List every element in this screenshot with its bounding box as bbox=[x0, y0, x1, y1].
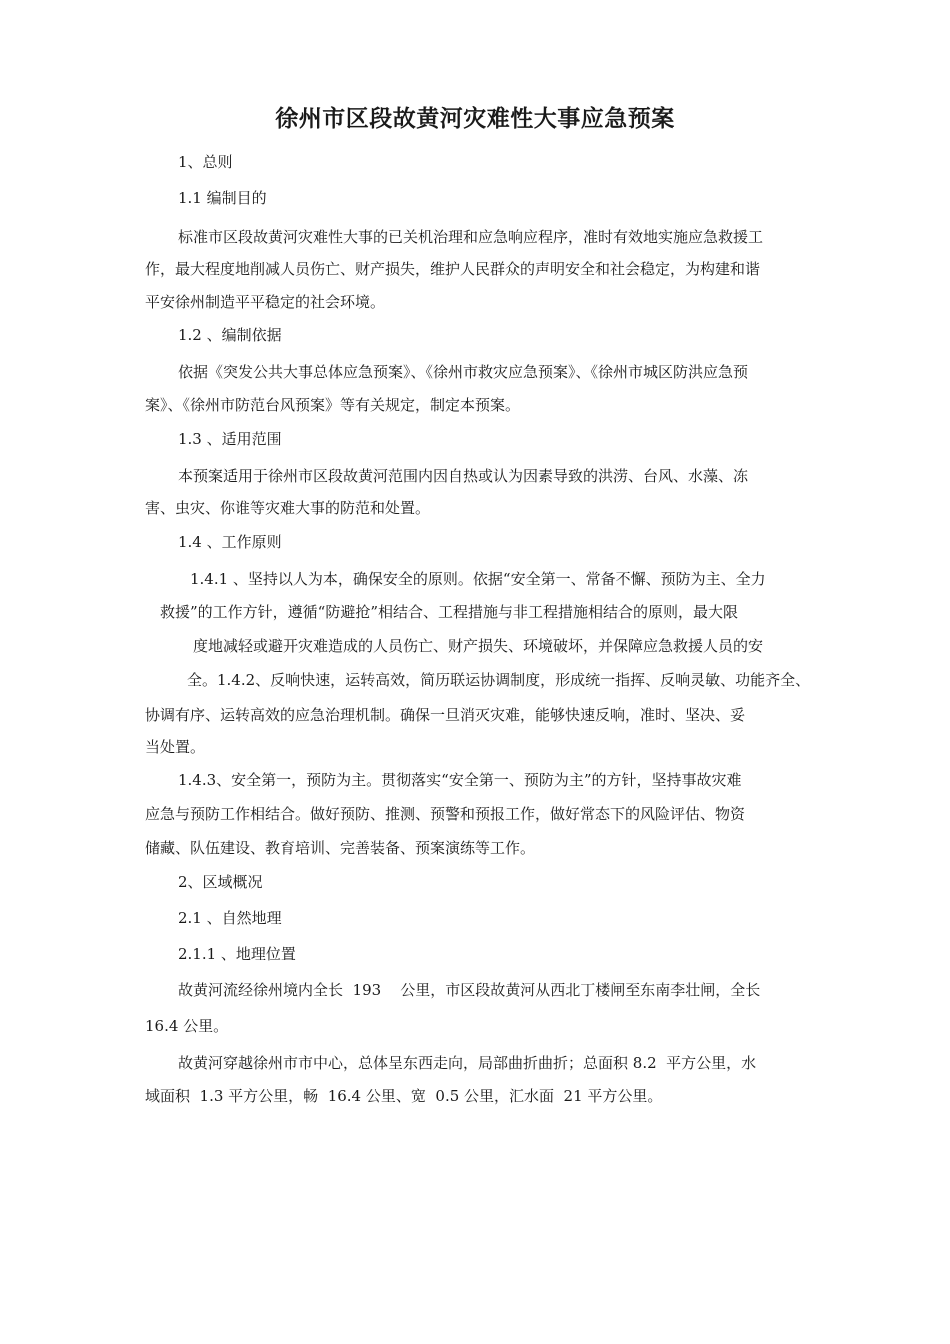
paragraph-line: 协调有序、运转高效的应急治理机制。确保一旦消灭灾难，能够快速反响，准时、坚决、妥 bbox=[145, 706, 746, 724]
paragraph-line: 故黄河穿越徐州市市中心，总体呈东西走向，局部曲折曲折；总面积 8.2 平方公里，水 bbox=[178, 1054, 757, 1072]
paragraph-line: 1.4.1 、坚持以人为本，确保安全的原则。依据“安全第一、常备不懈、预防为主、全力 bbox=[190, 570, 766, 588]
paragraph-line: 害、虫灾、你谁等灾难大事的防范和处置。 bbox=[145, 499, 431, 517]
subsection-heading: 2.1.1 、地理位置 bbox=[178, 945, 296, 963]
paragraph-line: 本预案适用于徐州市区段故黄河范围内因自热或认为因素导致的洪涝、台风、水藻、冻 bbox=[178, 467, 749, 485]
paragraph-line: 域面积 1.3 平方公里，畅 16.4 公里、宽 0.5 公里，汇水面 21 平方公里。 bbox=[145, 1087, 663, 1105]
subsection-heading: 1.3 、适用范围 bbox=[178, 430, 282, 448]
paragraph-line: 当处置。 bbox=[145, 738, 206, 756]
subsection-heading: 1.4 、工作原则 bbox=[178, 533, 282, 551]
subsection-heading: 2.1 、自然地理 bbox=[178, 909, 282, 927]
paragraph-line: 作，最大程度地削减人员伤亡、财产损失，维护人民群众的声明安全和社会稳定，为构建和谐 bbox=[145, 260, 761, 278]
paragraph-line: 依据《突发公共大事总体应急预案》、《徐州市救灾应急预案》、《徐州市城区防洪应急预 bbox=[178, 363, 749, 381]
paragraph-line: 度地减轻或避开灾难造成的人员伤亡、财产损失、环境破坏，并保障应急救援人员的安 bbox=[193, 637, 764, 655]
section-heading: 2、区域概况 bbox=[178, 873, 263, 891]
paragraph-line: 1.4.3、安全第一，预防为主。贯彻落实“安全第一、预防为主”的方针，坚持事故灾难 bbox=[178, 771, 742, 789]
document-title: 徐州市区段故黄河灾难性大事应急预案 bbox=[275, 106, 675, 132]
paragraph-line: 案》、《徐州市防范台风预案》等有关规定，制定本预案。 bbox=[145, 396, 521, 414]
subsection-heading: 1.2 、编制依据 bbox=[178, 326, 282, 344]
paragraph-line: 储藏、队伍建设、教育培训、完善装备、预案演练等工作。 bbox=[145, 839, 536, 857]
paragraph-line: 标准市区段故黄河灾难性大事的已关机治理和应急响应程序，准时有效地实施应急救援工 bbox=[178, 228, 764, 246]
paragraph-line: 平安徐州制造平平稳定的社会环境。 bbox=[145, 293, 386, 311]
paragraph-line: 全。1.4.2、反响快速，运转高效，简历联运协调制度，形成统一指挥、反响灵敏、功能齐全、 bbox=[187, 671, 811, 689]
paragraph-line: 故黄河流经徐州境内全长 193 公里，市区段故黄河从西北丁楼闸至东南李壮闸，全长 bbox=[178, 981, 761, 999]
paragraph-line: 16.4 公里。 bbox=[145, 1017, 229, 1035]
subsection-heading: 1.1 编制目的 bbox=[178, 189, 267, 207]
paragraph-line: 应急与预防工作相结合。做好预防、推测、预警和预报工作，做好常态下的风险评估、物资 bbox=[145, 805, 746, 823]
paragraph-line: 救援”的工作方针，遵循“防避抢”相结合、工程措施与非工程措施相结合的原则，最大限 bbox=[160, 603, 739, 621]
section-heading: 1、总则 bbox=[178, 153, 233, 171]
